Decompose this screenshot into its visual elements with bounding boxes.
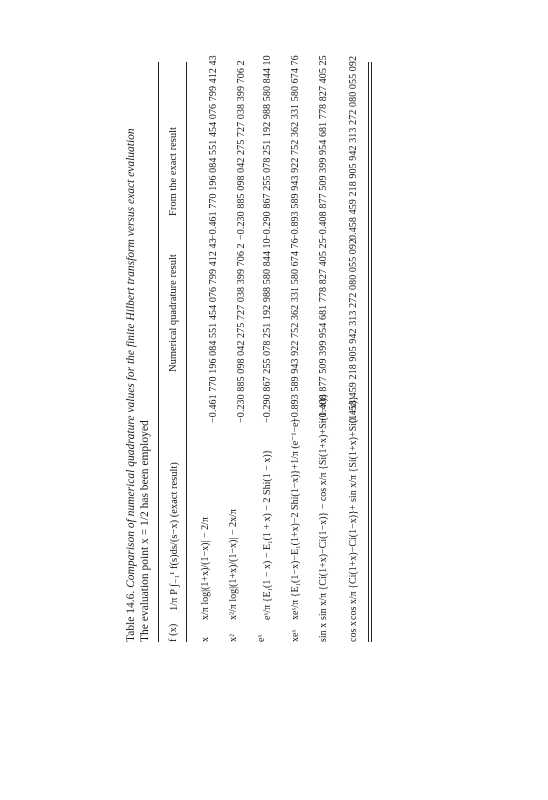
row-5-from-exact: −0.408 877 509 399 954 681 778 827 405 25 [318,55,329,240]
row-2-numerical: −0.230 885 098 042 275 727 038 399 706 2 [236,243,247,423]
row-2-from-exact: −0.230 885 098 042 275 727 038 399 706 2 [236,60,247,240]
row-5-fx: sin x [318,622,329,642]
row-5-exact: sin x/π {Ci(1+x)−Ci(1−x)} − cos x/π {Si(1+x)+Si(1−x)} [318,393,329,620]
row-6-numerical: 0.458 459 218 905 942 313 272 080 055 092 [348,238,359,423]
top-rule [158,62,159,642]
col-header-exact: 1/π P ∫₋₁¹ f(s)ds/(s−x) (exact result) [169,462,180,611]
row-2-exact: x²/π log|(1+x)/(1−x)| − 2x/π [228,509,239,620]
row-1-fx: x [200,637,211,642]
row-3-numerical: −0.290 867 255 078 251 192 988 580 844 10 [262,238,273,423]
caption-number: Table 14.6. [125,590,137,642]
row-1-from-exact: −0.461 770 196 084 551 454 076 799 412 43 [208,55,219,240]
row-2-fx: x² [228,634,239,642]
row-6-from-exact: 0.458 459 218 905 942 313 272 080 055 092 [348,55,359,240]
col-header-numerical: Numerical quadrature result [168,254,179,372]
row-1-numerical: −0.461 770 196 084 551 454 076 799 412 43 [208,238,219,423]
table-caption [124,128,138,642]
rotated-page [112,56,412,656]
header-rule [186,62,187,642]
row-3-from-exact: −0.290 867 255 078 251 192 988 580 844 10 [262,55,273,240]
caption-text: Comparison of numerical quadrature values for the finite Hilbert transform versus exact evaluation [125,128,137,588]
bottom-rule-1 [368,62,369,642]
row-4-from-exact: −0.893 589 943 922 752 362 331 580 674 76 [290,55,301,240]
col-header-fx: f (x) [168,623,179,642]
row-1-exact: x/π log|(1+x)/(1−x)| − 2/π [200,517,211,620]
row-4-numerical: −0.893 589 943 922 752 362 331 580 674 76 [290,238,301,423]
col-header-from-exact: From the exact result [168,127,179,216]
row-3-fx: eˣ [256,634,267,642]
table-subcaption: The evaluation point x = 1/2 has been employed [139,420,151,642]
row-5-numerical: −0.408 877 509 399 954 681 778 827 405 25 [318,238,329,423]
row-3-exact: eˣ/π {E₁(1 − x) − E₁(1 + x) − 2 Shi(1 − x)} [262,449,273,620]
row-6-fx: cos x [348,621,359,642]
row-4-exact: xeˣ/π {E₁(1−x)−E₁(1+x)−2 Shi(1−x)}+1/π (e⁻¹−e) [290,419,301,620]
row-4-fx: xeˣ [290,629,301,642]
row-6-exact: cos x/π {Ci(1+x)−Ci(1−x)}+ sin x/π {Si(1+x)+Si(1−x)} [348,395,359,620]
bottom-rule-2 [371,62,372,642]
